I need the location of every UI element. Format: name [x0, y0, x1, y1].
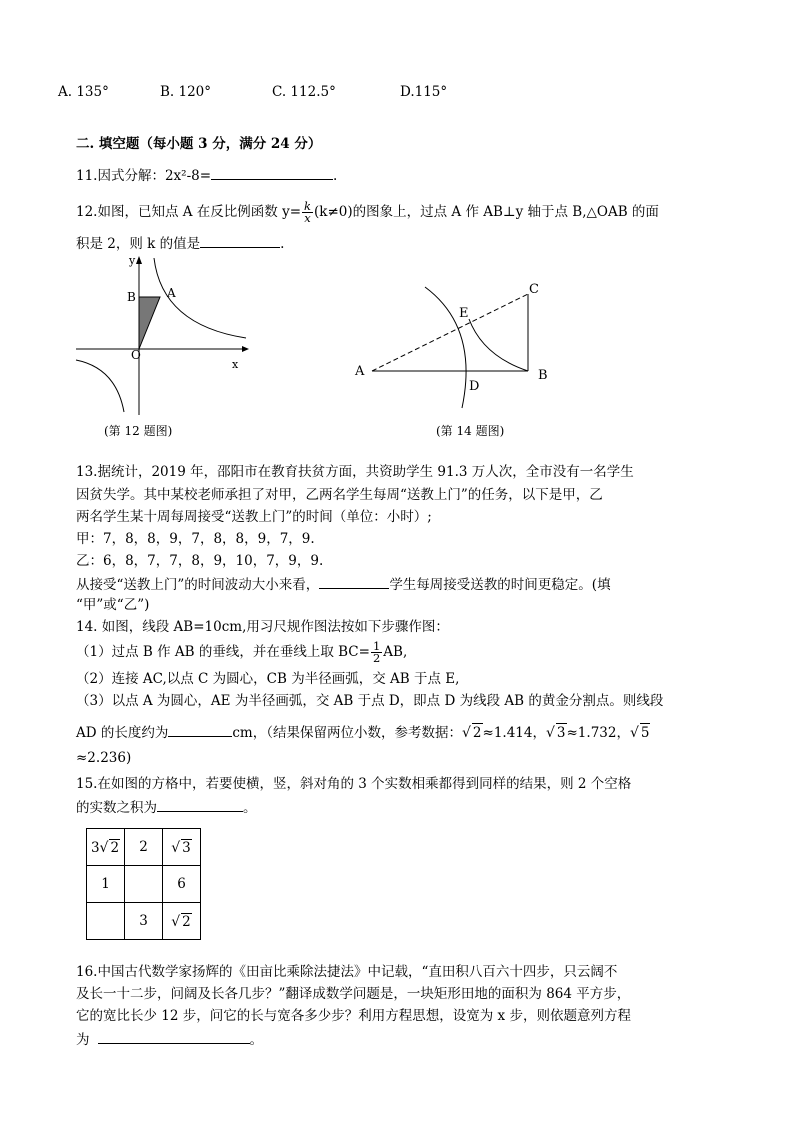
option-a: A. 135° [58, 84, 109, 100]
q14-answer-blank[interactable] [168, 722, 232, 737]
q12-end: . [280, 236, 285, 252]
option-c: C. 112.5° [272, 84, 336, 100]
fig14-arc-c [469, 319, 528, 371]
q16-answer-blank[interactable] [98, 1029, 250, 1044]
q14-sqrt2: 2 [472, 725, 482, 741]
fig14-label-d: D [469, 379, 480, 394]
fig12-label-a: A [167, 286, 176, 300]
q14-line6: ≈2.236) [76, 750, 132, 766]
fig12-curve-q3 [76, 360, 124, 412]
sqrt-sign-icon: √ [545, 725, 555, 741]
q11-text: 11.因式分解：2x²-8= [76, 168, 212, 184]
fig14-label-e: E [459, 306, 469, 321]
q16-text-pre: 为 [76, 1032, 90, 1048]
q14-line5-mid: cm，（结果保留两位小数，参考数据： [232, 725, 462, 741]
sqrt-sign-icon: √ [99, 839, 109, 856]
q12-text-post: (k≠0)的图象上，过点 A 作 AB⊥y 轴于点 B,△OAB 的面 [314, 204, 659, 220]
q13-data-yi: 乙：6，8，7，7，8，9，10，7，9，9. [76, 553, 324, 569]
figure-12 [70, 250, 270, 420]
grid-radicand: 3 [182, 839, 191, 856]
q14-line1: 14. 如图，线段 AB=10cm,用习尺规作图法按如下步骤作图： [76, 619, 449, 635]
grid-cell: 2 [125, 829, 163, 866]
grid-cell: 3 [125, 903, 163, 940]
q15-answer-blank[interactable] [157, 797, 243, 812]
grid-cell: 1 [87, 866, 125, 903]
q14-sqrt5: 5 [640, 725, 650, 741]
q14-frac-den: 2 [372, 651, 381, 665]
q14-line5 [76, 722, 650, 742]
q15-line2 [76, 797, 257, 817]
q12-fraction [302, 201, 313, 224]
q12-frac-num: k [304, 199, 311, 213]
q13-data-jia: 甲：7，8，8，9，7，8，8，9，7，9. [76, 531, 315, 547]
fig14-label-a: A [355, 364, 365, 379]
fig12-triangle-oab [139, 297, 160, 349]
grid-row [87, 829, 201, 866]
sqrt-sign-icon: √ [171, 913, 181, 930]
q14-step2: （2）连接 AC,以点 C 为圆心，CB 为半径画弧，交 AB 于点 E, [76, 671, 460, 687]
q13-answer-blank[interactable] [319, 574, 389, 589]
grid-cell [163, 829, 201, 866]
q12-answer-blank[interactable] [200, 233, 280, 248]
q14-step1-post: AB, [383, 644, 408, 660]
grid-radicand: 2 [182, 913, 191, 930]
section-title: 二. 填空题（每小题 3 分，满分 24 分） [76, 136, 322, 152]
fig12-label-b: B [127, 290, 136, 304]
sqrt-sign-icon: √ [171, 839, 181, 856]
grid-coef: 3 [90, 839, 100, 856]
q12-frac-den: x [304, 211, 311, 225]
grid-cell: 6 [163, 866, 201, 903]
fig14-label-c: C [529, 282, 539, 297]
q14-sqrt3: 3 [556, 725, 566, 741]
sqrt-sign-icon: √ [629, 725, 639, 741]
q14-value-2: ≈1.414， [482, 725, 546, 741]
q14-fraction [371, 641, 382, 664]
fig12-caption: (第 12 题图) [104, 424, 173, 438]
q15-text-pre: 的实数之积为 [76, 800, 157, 816]
grid-cell [163, 903, 201, 940]
grid-cell-blank[interactable] [87, 903, 125, 940]
q14-value-3: ≈1.732， [566, 725, 630, 741]
q14-line5-pre: AD 的长度约为 [76, 725, 169, 741]
q16-end: 。 [249, 1032, 263, 1048]
q16-line4 [76, 1029, 263, 1049]
q13-line3: 两名学生某十周每周接受“送教上门”的时间（单位：小时）; [76, 509, 432, 525]
fig12-label-x: x [232, 358, 239, 371]
fig14-segment-ac [372, 294, 528, 371]
grid-cell [87, 829, 125, 866]
fig12-x-arrow [242, 346, 249, 352]
q15-line1: 15.在如图的方格中，若要使横，竖，斜对角的 3 个实数相乘都得到同样的结果，则 2 个空格 [76, 776, 632, 792]
figure-14 [345, 272, 560, 417]
q16-line2: 及长一十二步，问阔及长各几步？”翻译成数学问题是，一块矩形田地的面积为 864 平方步， [76, 986, 631, 1002]
q16-line1: 16.中国古代数学家扬辉的《田亩比乘除法捷法》中记载，“直田积八百六十四步，只云阔不 [76, 964, 618, 980]
q14-step3: （3）以点 A 为圆心，AE 为半径画弧，交 AB 于点 D，即点 D 为线段 AB 的黄金分割点。则线段 [76, 693, 664, 709]
q13-line6 [76, 574, 611, 594]
fig12-label-y: y [129, 254, 136, 267]
q14-frac-num: 1 [372, 639, 381, 653]
q15-end: 。 [243, 800, 257, 816]
q13-line1: 13.据统计，2019 年，邵阳市在教育扶贫方面，共资助学生 91.3 万人次，全市没有一名学生 [76, 464, 634, 480]
q13-line2: 因贫失学。其中某校老师承担了对甲，乙两名学生每周“送教上门”的任务，以下是甲，乙 [76, 487, 603, 503]
q11-end: . [333, 168, 338, 184]
q12-text-pre: 12.如图，已知点 A 在反比例函数 y= [76, 204, 302, 220]
q13-text-post: 学生每周接受送教的时间更稳定。(填 [389, 577, 611, 593]
q13-line7: “甲”或“乙”) [76, 597, 150, 613]
q16-line3: 它的宽比长少 12 步，问它的长与宽各多少步？利用方程思想，设宽为 x 步，则依题意列方程 [76, 1008, 631, 1024]
fig14-caption: (第 14 题图) [436, 424, 505, 438]
grid-row [87, 866, 201, 903]
fig12-label-o: O [131, 348, 141, 362]
question-11 [76, 165, 337, 185]
q15-grid [86, 828, 201, 940]
fig12-y-arrow [136, 256, 142, 264]
option-d: D.115° [400, 84, 448, 100]
grid-row [87, 903, 201, 940]
sqrt-sign-icon: √ [462, 725, 471, 741]
question-12-line1 [76, 201, 659, 224]
grid-cell-blank[interactable] [125, 866, 163, 903]
q14-step1 [76, 641, 407, 664]
q11-answer-blank[interactable] [211, 165, 333, 180]
q13-text-pre: 从接受“送教上门”的时间波动大小来看， [76, 577, 320, 593]
fig14-label-b: B [538, 368, 548, 383]
option-b: B. 120° [160, 84, 212, 100]
q14-step1-pre: （1）过点 B 作 AB 的垂线，并在垂线上取 BC= [76, 644, 370, 660]
grid-radicand: 2 [110, 839, 120, 856]
q12-text-line2: 积是 2，则 k 的值是 [76, 236, 201, 252]
